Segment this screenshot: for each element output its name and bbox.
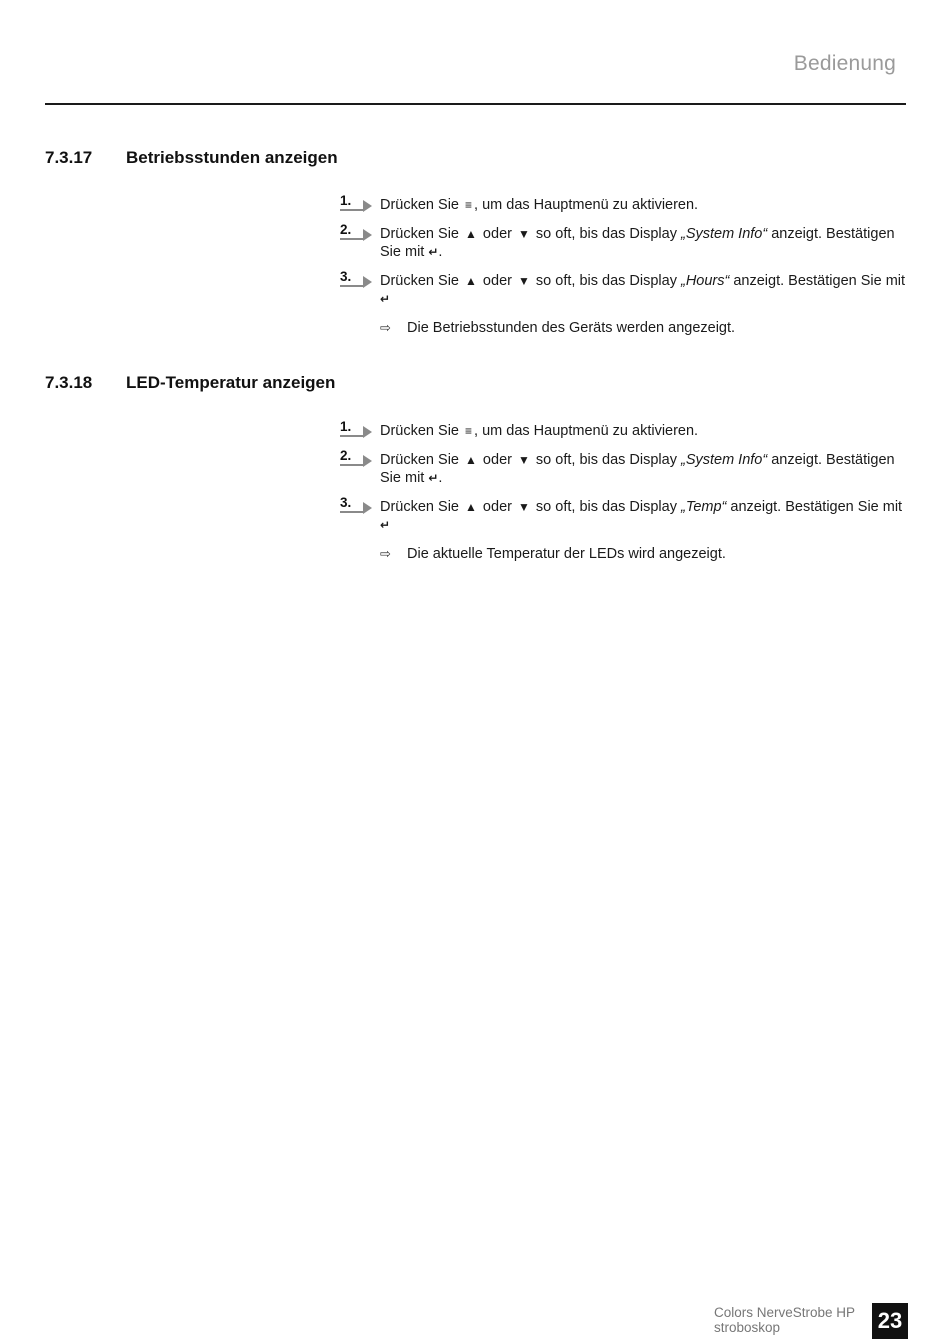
step-marker [340, 418, 374, 438]
section-number: 7.3.17 [45, 148, 93, 167]
step-number: 1. [340, 193, 352, 208]
enter-icon: ↵ [428, 471, 439, 485]
step-marker [340, 268, 374, 288]
step-arrow-icon [363, 426, 372, 438]
enter-icon: ↵ [428, 245, 439, 259]
step-arrow-icon [363, 276, 372, 288]
section-title: LED-Temperatur anzeigen [126, 373, 336, 392]
step-number: 3. [340, 494, 352, 510]
page-header-title: Bedienung [793, 52, 896, 75]
section-heading [45, 148, 338, 168]
step-item: 2. Drücken Sie ▲ oder ▼ so oft, bis das Display „System Info“ anzeigt. Bestätigen Sie mit ↵. [340, 447, 895, 486]
down-arrow-icon: ▼ [518, 226, 530, 241]
up-arrow-icon: ▲ [465, 226, 477, 241]
down-arrow-icon: ▼ [518, 452, 530, 467]
section-number: 7.3.18 [45, 373, 93, 392]
enter-icon: ↵ [380, 518, 391, 532]
step-item: 3. Drücken Sie ▲ oder ▼ so oft, bis das Display „Hours“ anzeigt. Bestätigen Sie mit ↵ [340, 268, 906, 306]
step-number: 1. [340, 419, 352, 434]
up-arrow-icon: ▲ [465, 452, 477, 467]
result-item [340, 545, 906, 564]
up-arrow-icon: ▲ [465, 499, 477, 514]
step-marker [340, 494, 374, 514]
enter-icon: ↵ [380, 292, 391, 306]
step-list [340, 419, 906, 563]
step-marker [340, 447, 374, 467]
step-number: 3. [340, 268, 352, 284]
display-text: „System Info“ [680, 225, 768, 242]
result-text: Die Betriebsstunden des Geräts werden angezeigt. [407, 319, 736, 336]
step-arrow-icon [363, 455, 372, 467]
step-item: 1. Drücken Sie ≡ , um das Hauptmenü zu aktivieren. [340, 193, 699, 213]
step-item: 1. Drücken Sie ≡ , um das Hauptmenü zu aktivieren. [340, 419, 699, 439]
result-arrow-icon: ⇨ [380, 545, 391, 561]
display-text: „Temp“ [680, 498, 727, 515]
step-arrow-icon [363, 200, 372, 212]
step-marker [340, 192, 374, 212]
menu-icon: ≡ [465, 198, 473, 212]
result-text: Die aktuelle Temperatur der LEDs wird angezeigt. [407, 545, 726, 562]
menu-icon: ≡ [465, 424, 473, 438]
step-list [340, 193, 906, 337]
step-arrow-icon [363, 502, 372, 514]
result-item [340, 319, 906, 338]
page-number: 23 [872, 1303, 908, 1339]
step-arrow-icon [363, 229, 372, 241]
step-marker [340, 221, 374, 241]
result-arrow-icon: ⇨ [380, 319, 391, 335]
step-number: 2. [340, 447, 352, 463]
up-arrow-icon: ▲ [465, 273, 477, 288]
down-arrow-icon: ▼ [518, 499, 530, 514]
step-number: 2. [340, 221, 352, 237]
footer-product-name: Colors NerveStrobe HP stroboskop [714, 1305, 856, 1335]
section-heading [45, 373, 335, 393]
display-text: „System Info“ [680, 451, 768, 468]
down-arrow-icon: ▼ [518, 273, 530, 288]
display-text: „Hours“ [680, 272, 730, 289]
section-title: Betriebsstunden anzeigen [126, 148, 338, 167]
header-rule [45, 103, 906, 105]
step-item: 3. Drücken Sie ▲ oder ▼ so oft, bis das Display „Temp“ anzeigt. Bestätigen Sie mit ↵ [340, 494, 903, 532]
step-item: 2. Drücken Sie ▲ oder ▼ so oft, bis das Display „System Info“ anzeigt. Bestätigen Sie mit ↵. [340, 221, 895, 260]
